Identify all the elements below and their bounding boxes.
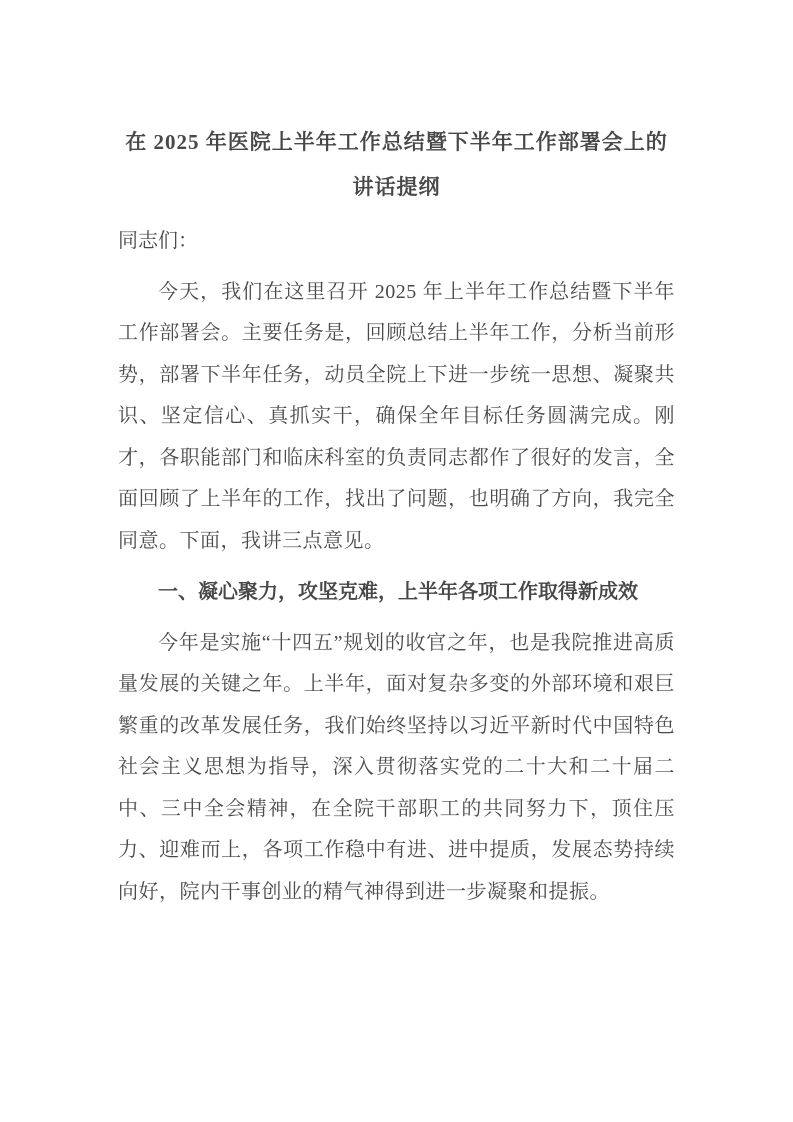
document-title: 在 2025 年医院上半年工作总结暨下半年工作部署会上的讲话提纲 xyxy=(125,130,668,199)
paragraph-section-1-body: 今年是实施“十四五”规划的收官之年，也是我院推进高质量发展的关键之年。上半年，面对复杂多变的外部环境和艰巨繁重的改革发展任务，我们始终坚持以习近平新时代中国特色社会主义思想为指导，深入贯彻落实党的二十大和二十届二中、三中全会精神，在全院干部职工的共同努力下，顶住压力、迎难而上，各项工作稳中有进、进中提质，发展态势持续向好，院内干事创业的精气神得到进一步凝聚和提振。 xyxy=(118,631,675,903)
section-heading-1: 一、凝心聚力，攻坚克难，上半年各项工作取得新成效 xyxy=(158,581,638,603)
paragraph-opening: 今天，我们在这里召开 2025 年上半年工作总结暨下半年工作部署会。主要任务是，回顾总结上半年工作，分析当前形势，部署下半年任务，动员全院上下进一步统一思想、凝聚共识、坚定信心、真抓实干，确保全年目标任务圆满完成。刚才，各职能部门和临床科室的负责同志都作了很好的发言，全面回顾了上半年的工作，找出了问题，也明确了方向，我完全同意。下面，我讲三点意见。 xyxy=(118,280,675,552)
salutation: 同志们： xyxy=(118,230,198,252)
